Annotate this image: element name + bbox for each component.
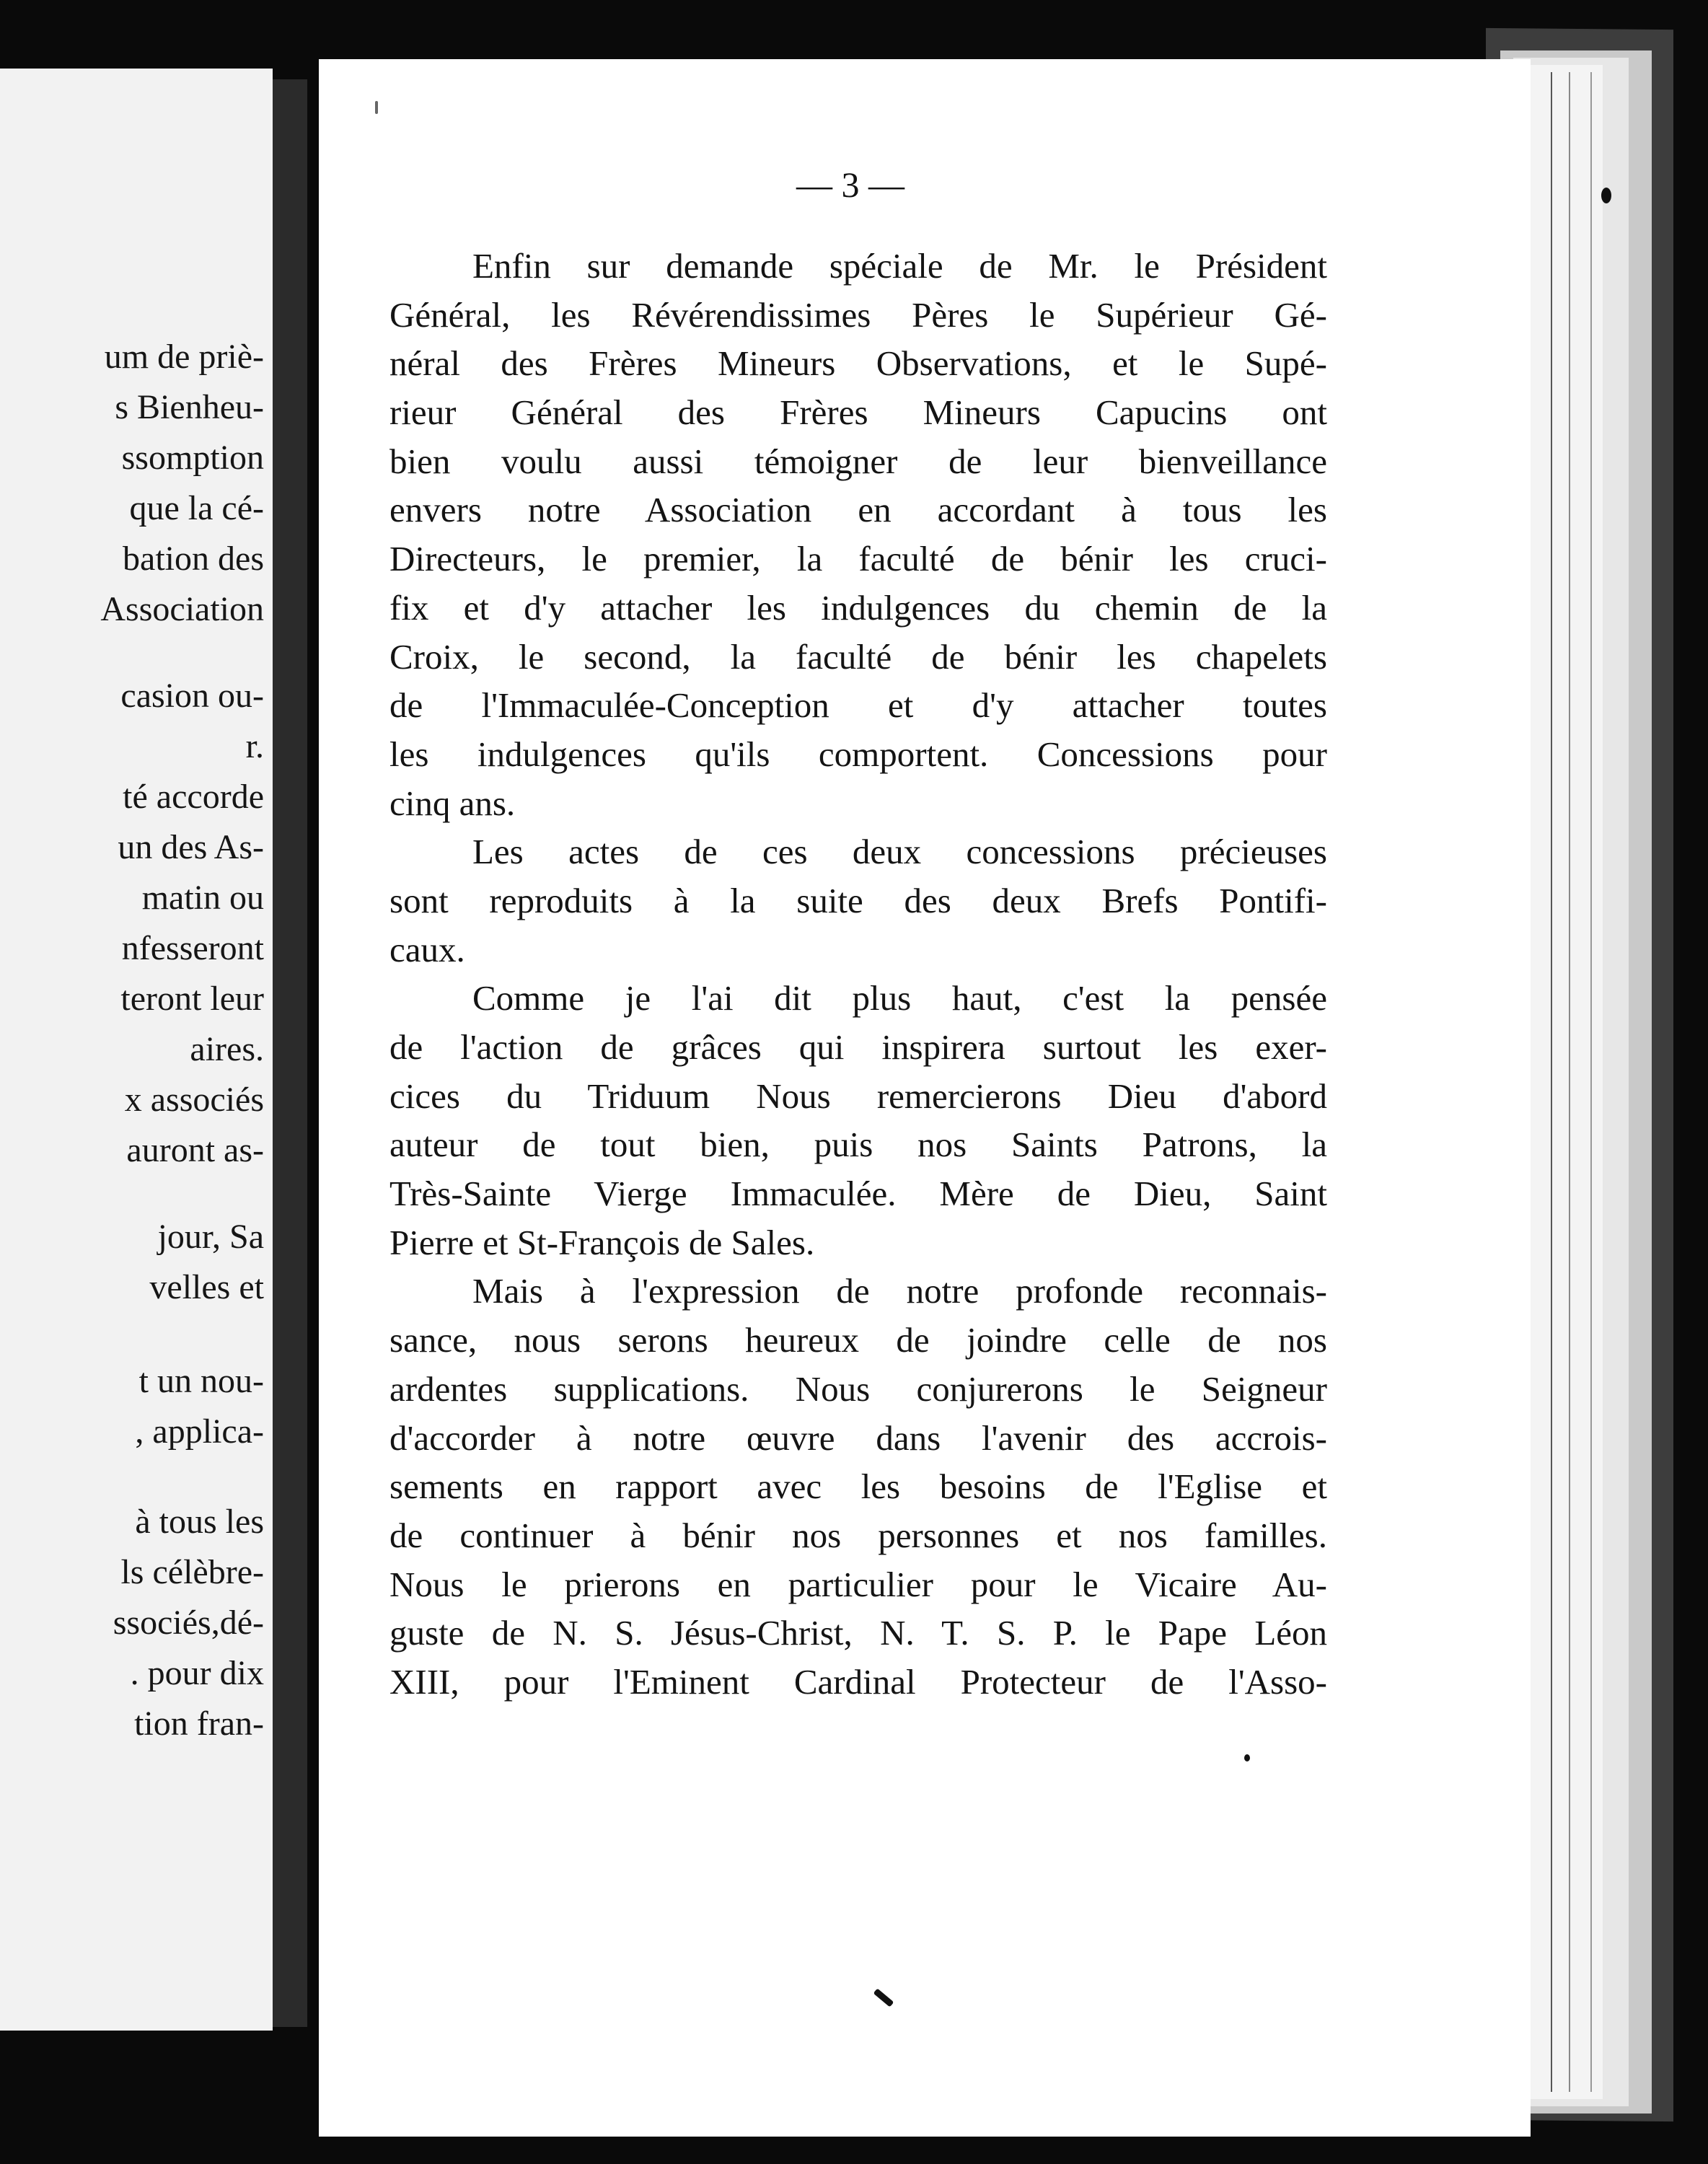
text-line: auteur de tout bien, puis nos Saints Patrons, la <box>389 1125 1327 1165</box>
text-line: d'accorder à notre œuvre dans l'avenir des accrois- <box>389 1417 1327 1458</box>
text-line: bien voulu aussi témoigner de leur bienveillance <box>389 441 1327 481</box>
left-page-line: té accorde <box>123 778 264 816</box>
left-page-line: x associés <box>124 1081 264 1119</box>
left-page-line: velles et <box>149 1268 264 1306</box>
page-edge-line <box>1590 72 1592 2092</box>
left-page-line: tion fran- <box>134 1705 264 1743</box>
text-line: les indulgences qu'ils comportent. Concessions pour <box>389 734 1327 774</box>
text-line: rieur Général des Frères Mineurs Capucins ont <box>389 392 1327 433</box>
left-page-line: aires. <box>190 1030 264 1068</box>
left-page-line: ssomption <box>121 439 264 477</box>
text-line: néral des Frères Mineurs Observations, et le Supé- <box>389 343 1327 384</box>
left-page-line: casion ou- <box>120 677 264 715</box>
text-line: ardentes supplications. Nous conjurerons le Seigneur <box>389 1368 1327 1409</box>
left-page-line: r. <box>245 727 264 765</box>
text-line: Très-Sainte Vierge Immaculée. Mère de Dieu, Saint <box>389 1174 1327 1214</box>
left-page-line: matin ou <box>141 879 264 917</box>
ink-speck <box>1244 1754 1250 1761</box>
left-page-line: t un nou- <box>138 1362 264 1400</box>
left-page-line: auront as- <box>126 1131 264 1169</box>
page-number: — 3 — <box>796 164 904 205</box>
text-line: Nous le prierons en particulier pour le Vicaire Au- <box>389 1564 1327 1604</box>
text-line: Pierre et St-François de Sales. <box>389 1222 815 1262</box>
left-page-line: s Bienheu- <box>115 388 264 426</box>
left-page-line: um de priè- <box>104 338 264 376</box>
text-line: de continuer à bénir nos personnes et nos familles. <box>389 1515 1327 1555</box>
text-line: Comme je l'ai dit plus haut, c'est la pensée <box>472 978 1327 1019</box>
ink-speck <box>1601 188 1611 203</box>
left-page-line: jour, Sa <box>157 1218 264 1256</box>
left-page-line: nfesseront <box>121 929 264 967</box>
ink-speck <box>375 101 378 114</box>
text-line: sont reproduits à la suite des deux Brefs Pontifi- <box>389 880 1327 920</box>
left-page-line: que la cé- <box>129 489 264 527</box>
left-page-line: à tous les <box>135 1503 264 1541</box>
text-line: de l'Immaculée-Conception et d'y attacher toutes <box>389 685 1327 726</box>
text-line: Mais à l'expression de notre profonde reconnais- <box>472 1271 1327 1311</box>
page-body-text <box>389 242 1327 1707</box>
left-page-line: . pour dix <box>130 1654 264 1692</box>
text-line: caux. <box>389 929 465 969</box>
text-line: envers notre Association en accordant à tous les <box>389 490 1327 530</box>
left-page-line: teront leur <box>120 980 264 1018</box>
text-line: guste de N. S. Jésus-Christ, N. T. S. P. le Pape Léon <box>389 1613 1327 1653</box>
text-line: Enfin sur demande spéciale de Mr. le Président <box>472 246 1327 286</box>
text-line: Croix, le second, la faculté de bénir les chapelets <box>389 636 1327 677</box>
page-edge-line <box>1569 72 1570 2092</box>
text-line: sance, nous serons heureux de joindre celle de nos <box>389 1320 1327 1360</box>
text-line: cices du Triduum Nous remercierons Dieu d'abord <box>389 1076 1327 1116</box>
text-line: Directeurs, le premier, la faculté de bénir les cruci- <box>389 539 1327 579</box>
text-line: XIII, pour l'Eminent Cardinal Protecteur de l'Asso- <box>389 1661 1327 1702</box>
left-page-line: ssociés,dé- <box>113 1604 264 1642</box>
text-line: Les actes de ces deux concessions précieuses <box>472 832 1327 872</box>
text-line: cinq ans. <box>389 783 516 823</box>
book-gutter <box>273 79 307 2027</box>
text-line: fix et d'y attacher les indulgences du chemin de la <box>389 587 1327 628</box>
text-line: sements en rapport avec les besoins de l'Eglise et <box>389 1466 1327 1507</box>
text-line: de l'action de grâces qui inspirera surtout les exer- <box>389 1027 1327 1067</box>
left-page-text <box>0 69 273 2031</box>
page-edge-line <box>1551 72 1552 2092</box>
left-page-line: un des As- <box>118 828 264 866</box>
left-page-line: , applica- <box>135 1412 264 1451</box>
left-page-line: Association <box>100 590 264 628</box>
left-page-line: bation des <box>123 540 264 578</box>
text-line: Général, les Révérendissimes Pères le Supérieur Gé- <box>389 294 1327 335</box>
left-page-line: ls célèbre- <box>120 1553 264 1591</box>
left-facing-page <box>0 69 273 2031</box>
